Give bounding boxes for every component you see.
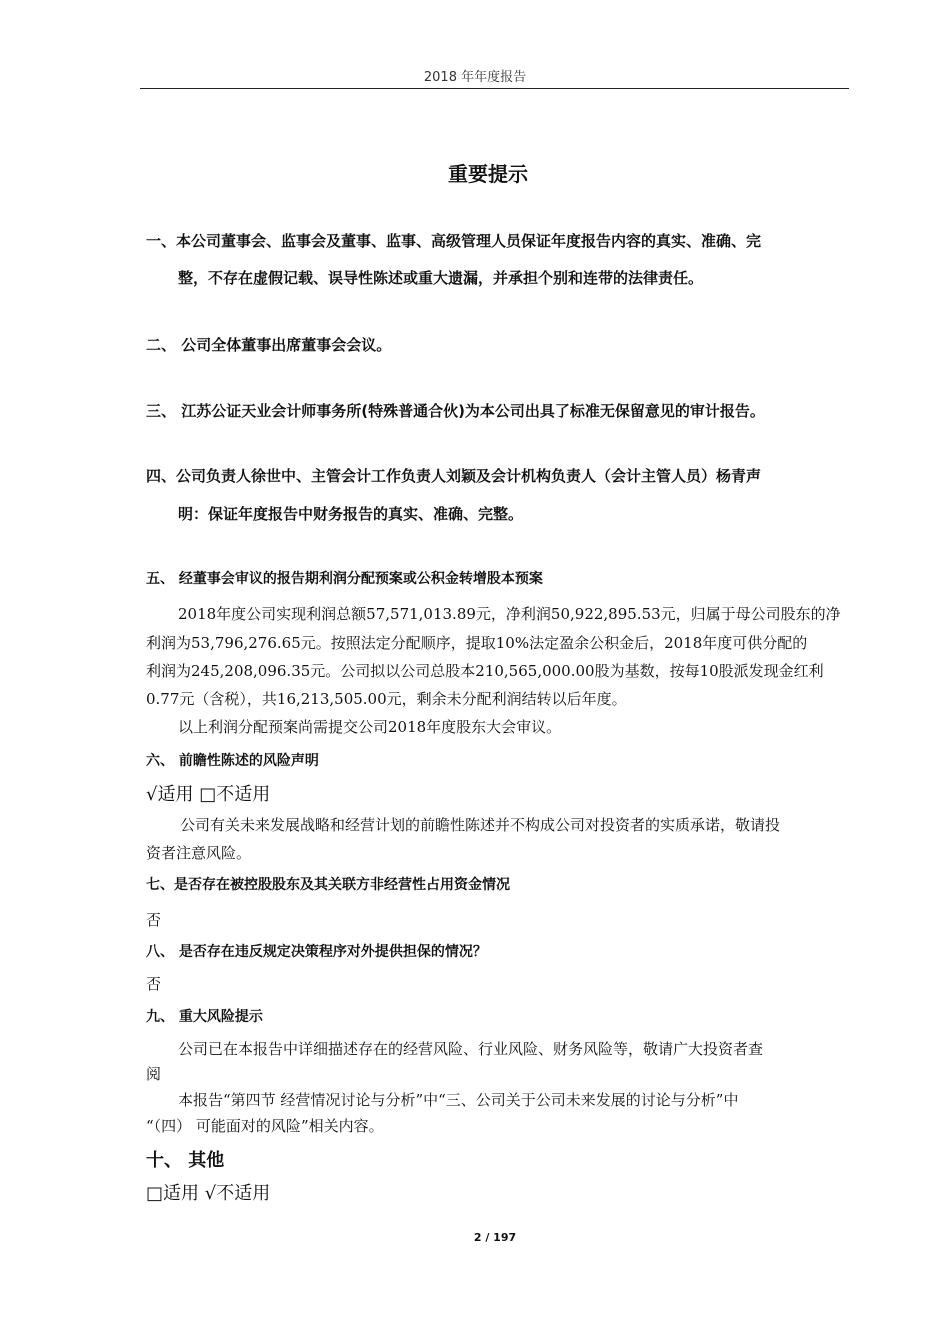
page-header-title: 2018 年年度报告 [423, 70, 527, 85]
item-8-title: 八、 是否存在违反规定决策程序对外提供担保的情况？ [146, 944, 487, 960]
item-5-para-line-5: 以上利润分配预案尚需提交公司2018年度股东大会审议。 [178, 718, 562, 736]
item-6-para-line-1: 公司有关未来发展战略和经营计划的前瞻性陈述并不构成公司对投资者的实质承诺，敬请投 [180, 816, 781, 834]
page-number: 2 / 197 [473, 1231, 517, 1244]
page-title: 重要提示 [448, 162, 528, 186]
item-6-title: 六、 前瞻性陈述的风险声明 [146, 753, 319, 769]
item-10-title: 十、 其他 [146, 1150, 225, 1171]
item-5-para-line-4: 0.77元（含税），共16,213,505.00元，剩余未分配利润结转以后年度。 [146, 690, 627, 708]
item-8-answer: 否 [146, 975, 162, 993]
item-5-title: 五、 经董事会审议的报告期利润分配预案或公积金转增股本预案 [146, 571, 543, 587]
item-4-line-1: 四、公司负责人徐世中、主管会计工作负责人刘颖及会计机构负责人（会计主管人员）杨青声 [146, 467, 762, 485]
item-9-para-line-1: 公司已在本报告中详细描述存在的经营风险、行业风险、财务风险等，敬请广大投资者查 [178, 1040, 764, 1058]
item-5-para-line-1: 2018年度公司实现利润总额57,571,013.89元，净利润50,922,895.53元，归属于母公司股东的净 [178, 605, 841, 623]
item-6-applicability: √适用 □不适用 [146, 784, 271, 805]
item-9-para-line-2: 阅 [146, 1065, 162, 1083]
item-3: 三、 江苏公证天业会计师事务所(特殊普通合伙)为本公司出具了标准无保留意见的审计报告。 [146, 402, 765, 420]
item-1-line-2: 整，不存在虚假记载、误导性陈述或重大遗漏，并承担个别和连带的法律责任。 [178, 269, 704, 287]
item-9-title: 九、 重大风险提示 [146, 1009, 263, 1025]
item-2: 二、 公司全体董事出席董事会会议。 [146, 336, 392, 354]
item-5-para-line-2: 利润为53,796,276.65元。按照法定分配顺序，提取10%法定盈余公积金后，2018年度可供分配的 [146, 634, 808, 652]
item-9-para-line-3: 本报告“第四节 经营情况讨论与分析”中“三、公司关于公司未来发展的讨论与分析”中 [178, 1091, 739, 1109]
item-7-answer: 否 [146, 911, 162, 929]
item-5-para-line-3: 利润为245,208,096.35元。公司拟以公司总股本210,565,000.00股为基数，按每10股派发现金红利 [146, 662, 824, 680]
item-9-para-line-4: “（四） 可能面对的风险”相关内容。 [146, 1117, 384, 1135]
item-6-para-line-2: 资者注意风险。 [146, 844, 252, 862]
item-10-applicability: □适用 √不适用 [146, 1183, 271, 1204]
item-1-line-1: 一、本公司董事会、监事会及董事、监事、高级管理人员保证年度报告内容的真实、准确、完 [146, 232, 762, 250]
item-7-title: 七、是否存在被控股股东及其关联方非经营性占用资金情况 [146, 877, 510, 893]
item-4-line-2: 明：保证年度报告中财务报告的真实、准确、完整。 [178, 505, 524, 523]
header-divider [140, 88, 849, 89]
